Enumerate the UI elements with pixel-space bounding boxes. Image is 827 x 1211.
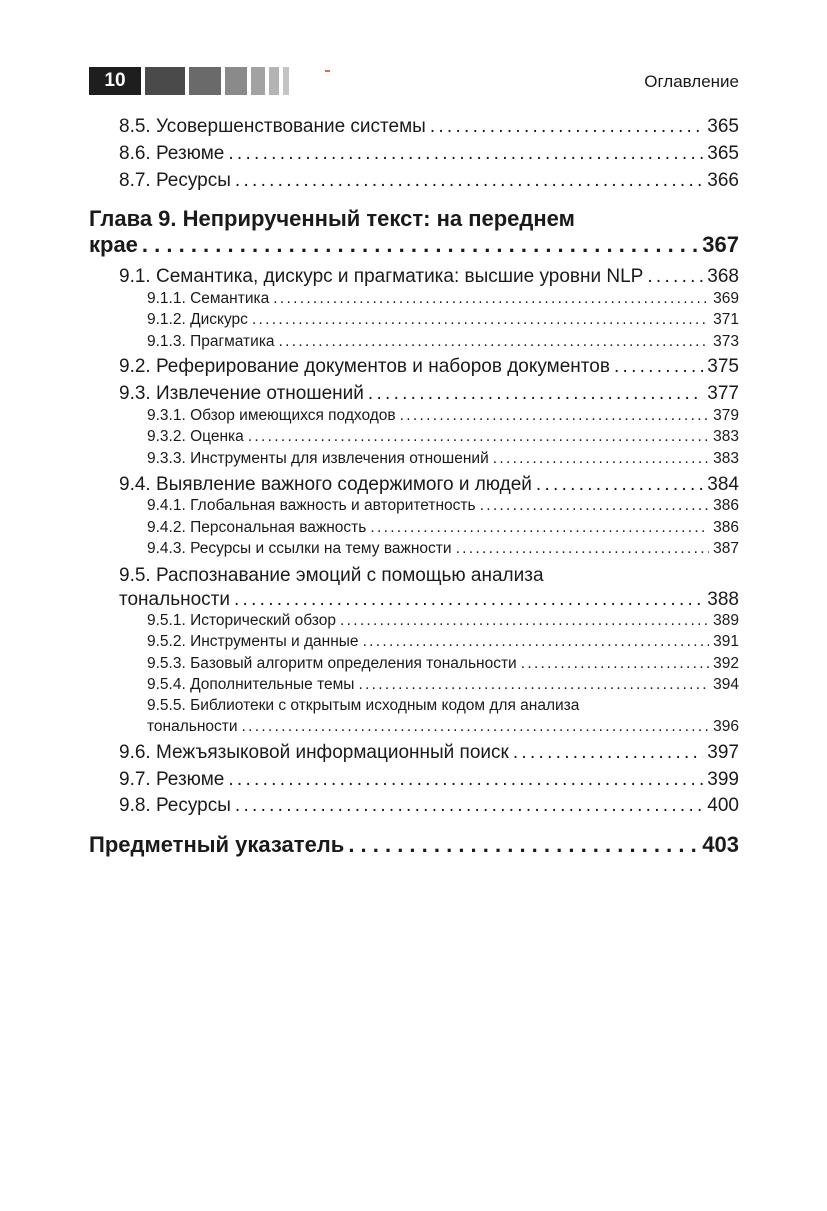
toc-subentry-title: 9.3.3. Инструменты для извлечения отношений [147,450,489,467]
toc-subentry[interactable] [147,407,739,425]
toc-subentry-page: 371 [713,311,739,328]
toc-entry-page: 397 [707,742,739,763]
toc-subentry-page: 389 [713,612,739,629]
toc-entry-title: 9.2. Реферирование документов и наборов документов [119,356,610,377]
toc-entry-title-cont: тональности [119,589,230,610]
toc-subentry-title[interactable]: 9.5.5. Библиотеки с открытым исходным кодом для анализа [147,697,580,714]
toc-entry-page: 366 [707,170,739,191]
toc-subentry-page: 386 [713,497,739,514]
toc-subentry-page: 383 [713,450,739,467]
toc-entry[interactable] [119,116,739,138]
toc-subentry[interactable] [147,612,739,630]
toc-subentry[interactable] [147,311,739,329]
toc-subentry-title: 9.4.1. Глобальная важность и авторитетность [147,497,476,514]
toc-entry[interactable] [119,795,739,817]
toc-subentry-title-cont: тональности [147,718,238,735]
toc-subentry[interactable] [147,497,739,515]
header-bar [283,67,289,95]
header-bar [251,67,265,95]
toc-entry-page: 365 [707,116,739,137]
toc-subentry[interactable] [147,450,739,468]
toc-subentry-page: 391 [713,633,739,650]
toc-entry-page: 388 [707,589,739,610]
chapter-entry[interactable] [89,232,739,258]
toc-subentry-title: 9.5.4. Дополнительные темы [147,676,355,693]
header-bar [269,67,279,95]
toc-entry-page: 368 [707,266,739,287]
toc-entry-title: 9.3. Извлечение отношений [119,383,364,404]
toc-entry[interactable] [119,474,739,496]
toc-subentry-title: 9.5.2. Инструменты и данные [147,633,359,650]
index-entry[interactable] [89,832,739,858]
toc-subentry-page: 394 [713,676,739,693]
toc-subentry[interactable] [147,676,739,694]
toc-entry-title: 8.6. Резюме [119,143,225,164]
toc-entry-title: 9.1. Семантика, дискурс и прагматика: высшие уровни NLP [119,266,644,287]
toc-entry-title: 9.4. Выявление важного содержимого и людей [119,474,532,495]
toc-subentry-page: 369 [713,290,739,307]
toc-entry-title[interactable]: 9.5. Распознавание эмоций с помощью анализа [119,565,544,586]
toc-subentry[interactable] [147,290,739,308]
header-bar [145,67,185,95]
toc-subentry-page: 396 [713,718,739,735]
toc-entry-title: 9.7. Резюме [119,769,225,790]
toc-entry[interactable] [119,589,739,611]
toc-entry-page: 384 [707,474,739,495]
toc-subentry-page: 379 [713,407,739,424]
toc-entry[interactable] [119,170,739,192]
toc-subentry-title: 9.4.3. Ресурсы и ссылки на тему важности [147,540,452,557]
toc-subentry[interactable] [147,540,739,558]
toc-entry[interactable] [119,143,739,165]
toc-subentry-title: 9.1.2. Дискурс [147,311,248,328]
toc-entry[interactable] [119,769,739,791]
toc-subentry[interactable] [147,718,739,736]
page-header [89,67,739,95]
header-mark [325,70,330,72]
toc-subentry-title: 9.5.1. Исторический обзор [147,612,336,629]
chapter-title[interactable]: Глава 9. Неприрученный текст: на переднем [89,206,575,231]
toc-entry-title: 8.7. Ресурсы [119,170,231,191]
toc-subentry-page: 373 [713,333,739,350]
index-title: Предметный указатель [89,832,345,857]
toc-subentry[interactable] [147,655,739,673]
toc-subentry-page: 387 [713,540,739,557]
toc-subentry-title: 9.4.2. Персональная важность [147,519,367,536]
toc-subentry-title: 9.3.2. Оценка [147,428,244,445]
toc-subentry-page: 392 [713,655,739,672]
toc-subentry-title: 9.5.3. Базовый алгоритм определения тональности [147,655,517,672]
toc-entry[interactable] [119,742,739,764]
toc-entry-page: 365 [707,143,739,164]
toc-entry-title: 9.6. Межъязыковой информационный поиск [119,742,509,763]
toc-subentry[interactable] [147,519,739,537]
header-title: Оглавление [644,72,739,91]
toc-subentry[interactable] [147,428,739,446]
chapter-title-cont: крае [89,232,138,257]
toc-entry[interactable] [119,383,739,405]
toc-entry[interactable] [119,356,739,378]
toc-subentry-page: 386 [713,519,739,536]
toc-entry-page: 399 [707,769,739,790]
toc-entry-page: 375 [707,356,739,377]
index-page: 403 [702,832,739,857]
toc-subentry-title: 9.1.3. Прагматика [147,333,275,350]
toc-entry-title: 9.8. Ресурсы [119,795,231,816]
toc-subentry-title: 9.3.1. Обзор имеющихся подходов [147,407,396,424]
page-number: 10 [89,67,141,95]
toc-subentry-page: 383 [713,428,739,445]
header-bar [189,67,221,95]
toc-entry[interactable] [119,266,739,288]
toc-entry-page: 377 [707,383,739,404]
toc-subentry[interactable] [147,333,739,351]
toc-entry-page: 400 [707,795,739,816]
chapter-page: 367 [702,232,739,257]
toc-entry-title: 8.5. Усовершенствование системы [119,116,426,137]
toc-subentry-title: 9.1.1. Семантика [147,290,270,307]
header-bar [225,67,247,95]
toc-subentry[interactable] [147,633,739,651]
